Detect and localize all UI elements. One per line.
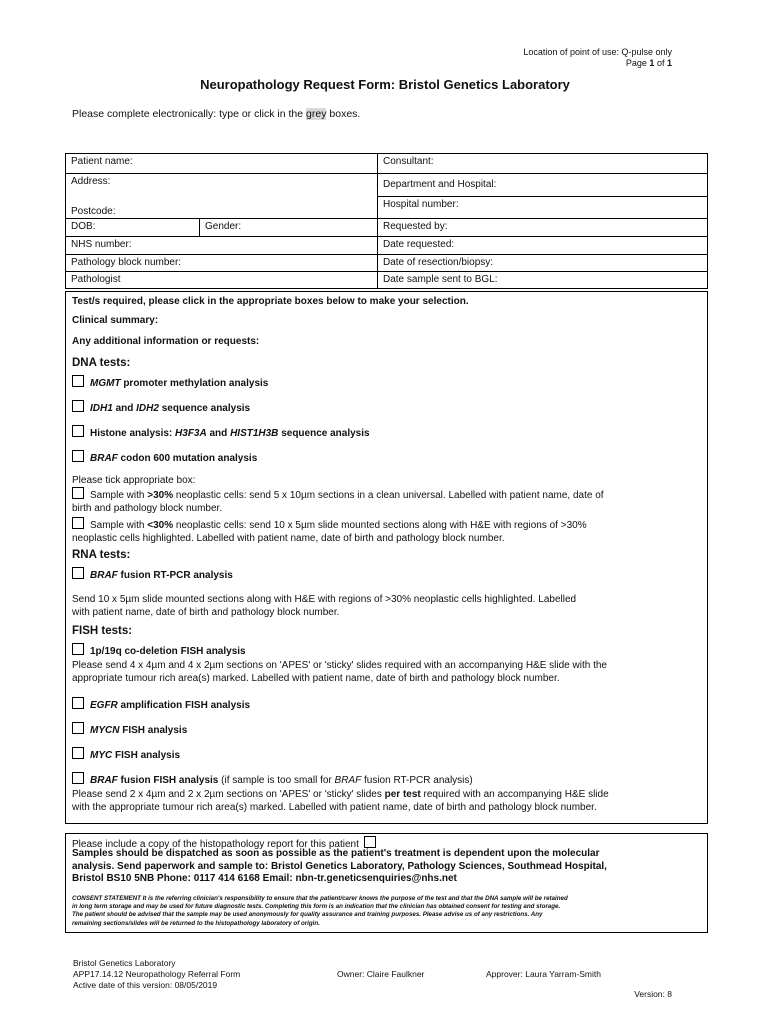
date-sent-field[interactable]: Date sample sent to BGL: (378, 272, 708, 289)
histo-copy-checkbox[interactable] (364, 836, 376, 848)
sample-under-30-option: Sample with <30% neoplastic cells: send 10 x 5µm slide mounted sections along with H&E with regions of >30% neoplastic cells highlighted. Labelled with patient name, date of birth and pathology block number. (72, 517, 702, 545)
location-note: Location of point of use: Q-pulse only (523, 47, 672, 57)
myc-option: MYC FISH analysis (72, 747, 180, 761)
postcode-label: Postcode: (71, 206, 116, 217)
tick-instruction: Please tick appropriate box: (72, 475, 196, 486)
footer-left (73, 958, 240, 991)
braf-fish-option: BRAF fusion FISH analysis (if sample is too small for BRAF fusion RT-PCR analysis) (72, 772, 473, 786)
patient-name-field[interactable]: Patient name: (66, 154, 378, 174)
dispatch-instructions: Samples should be dispatched as soon as possible as the patient's treatment is dependent upon the molecular analysis. Send paperwork and sample to: Bristol Genetics Laboratory, Pathology Sciences, Southmead Hospital, Bristol BS10 5NB Phone: 0117 414 6168 Email: nbn-tr.geneticsenquiries@nhs.net (72, 848, 607, 884)
date-resection-field[interactable]: Date of resection/biopsy: (378, 255, 708, 272)
consultant-field[interactable]: Consultant: (378, 154, 708, 174)
idh-option: IDH1 and IDH2 sequence analysis (72, 400, 250, 414)
codeletion-option: 1p/19q co-deletion FISH analysis (72, 643, 246, 657)
intro-text: Please complete electronically: type or click in the grey boxes. (72, 108, 361, 120)
codeletion-checkbox[interactable] (72, 643, 84, 655)
sample-under-30-checkbox[interactable] (72, 517, 84, 529)
mgmt-checkbox[interactable] (72, 375, 84, 387)
braf-fusion-rtpcr-option: BRAF fusion RT-PCR analysis (72, 567, 233, 581)
footer-version: Version: 8 (634, 989, 672, 999)
rna-tests-heading: RNA tests: (72, 549, 131, 561)
egfr-option: EGFR amplification FISH analysis (72, 697, 250, 711)
additional-info-field[interactable]: Any additional information or requests: (72, 336, 260, 347)
pathologist-field[interactable]: Pathologist (66, 272, 378, 289)
braf-codon-option: BRAF codon 600 mutation analysis (72, 450, 257, 464)
dob-field[interactable]: DOB: (66, 219, 200, 237)
block-number-field[interactable]: Pathology block number: (66, 255, 378, 272)
rna-instructions: Send 10 x 5µm slide mounted sections along with H&E with regions of >30% neoplastic cells highlighted. Labelled with patient name, date of birth and pathology block number. (72, 594, 577, 618)
mgmt-option: MGMT promoter methylation analysis (72, 375, 268, 389)
braf-codon-checkbox[interactable] (72, 450, 84, 462)
idh-checkbox[interactable] (72, 400, 84, 412)
sample-over-30-checkbox[interactable] (72, 487, 84, 499)
grey-highlight: grey (306, 108, 327, 120)
requested-by-field[interactable]: Requested by: (378, 219, 708, 237)
footer-lab: Bristol Genetics Laboratory (73, 958, 176, 968)
department-field[interactable]: Department and Hospital: (378, 174, 708, 197)
tests-section (65, 291, 708, 824)
tests-required-text: Test/s required, please click in the appropriate boxes below to make your selection. (72, 296, 469, 307)
footer-doc: APP17.14.12 Neuropathology Referral Form (73, 969, 241, 979)
dna-tests-heading: DNA tests: (72, 357, 131, 369)
form-title: Neuropathology Request Form: Bristol Genetics Laboratory (200, 77, 570, 92)
fish-tests-heading: FISH tests: (72, 625, 133, 637)
patient-details-table (65, 153, 708, 289)
mycn-checkbox[interactable] (72, 722, 84, 734)
braf-fusion-rtpcr-checkbox[interactable] (72, 567, 84, 579)
document-header (523, 47, 672, 69)
myc-checkbox[interactable] (72, 747, 84, 759)
histone-option: Histone analysis: H3F3A and HIST1H3B sequence analysis (72, 425, 370, 439)
gender-field[interactable]: Gender: (200, 219, 378, 237)
egfr-checkbox[interactable] (72, 697, 84, 709)
braf-fish-instructions: Please send 2 x 4µm and 2 x 2µm sections on 'APES' or 'sticky' slides per test required with an accompanying H&E slide with the appropriate tumour rich area(s) marked. Labelled with patient name, date of birth and pathology block number. (72, 789, 609, 813)
histone-checkbox[interactable] (72, 425, 84, 437)
footer-active-date: Active date of this version: 08/05/2019 (73, 980, 218, 990)
codeletion-instructions: Please send 4 x 4µm and 4 x 2µm sections on 'APES' or 'sticky' slides required with an accompanying H&E slide with the appropriate tumour rich area(s) marked. Labelled with patient name, date of birth and pathology block number. (72, 660, 607, 684)
hospital-number-field[interactable]: Hospital number: (378, 196, 708, 219)
footer-approver: Approver: Laura Yarram-Smith (486, 969, 601, 979)
address-field[interactable]: Address: Postcode: (66, 174, 378, 219)
page-number: Page 1 of 1 (625, 58, 672, 68)
date-requested-field[interactable]: Date requested: (378, 237, 708, 255)
footer-owner: Owner: Claire Faulkner (337, 969, 425, 979)
braf-fish-checkbox[interactable] (72, 772, 84, 784)
nhs-number-field[interactable]: NHS number: (66, 237, 378, 255)
histo-copy-option: Please include a copy of the histopathology report for this patient (72, 836, 382, 850)
sample-over-30-option: Sample with >30% neoplastic cells: send 5 x 10µm sections in a clean universal. Labelled with patient name, date of birth and pathology block number. (72, 487, 702, 515)
consent-statement: CONSENT STATEMENT It is the referring clinician's responsibility to ensure that the patient/carer knows the purpose of the test and that the DNA sample will be retained in long term storage and may be used for future diagnostic tests. Completing this form is an indication that the clinician has obtained consent for testing and storage. The patient should be advised that the sample may be used anonymously for quality assurance and training purposes. Please advise us of any restrictions. Any remaining sections/slides will be returned to the histopathology laboratory of origin. (72, 895, 568, 927)
mycn-option: MYCN FISH analysis (72, 722, 187, 736)
clinical-summary-field[interactable]: Clinical summary: (72, 315, 159, 326)
